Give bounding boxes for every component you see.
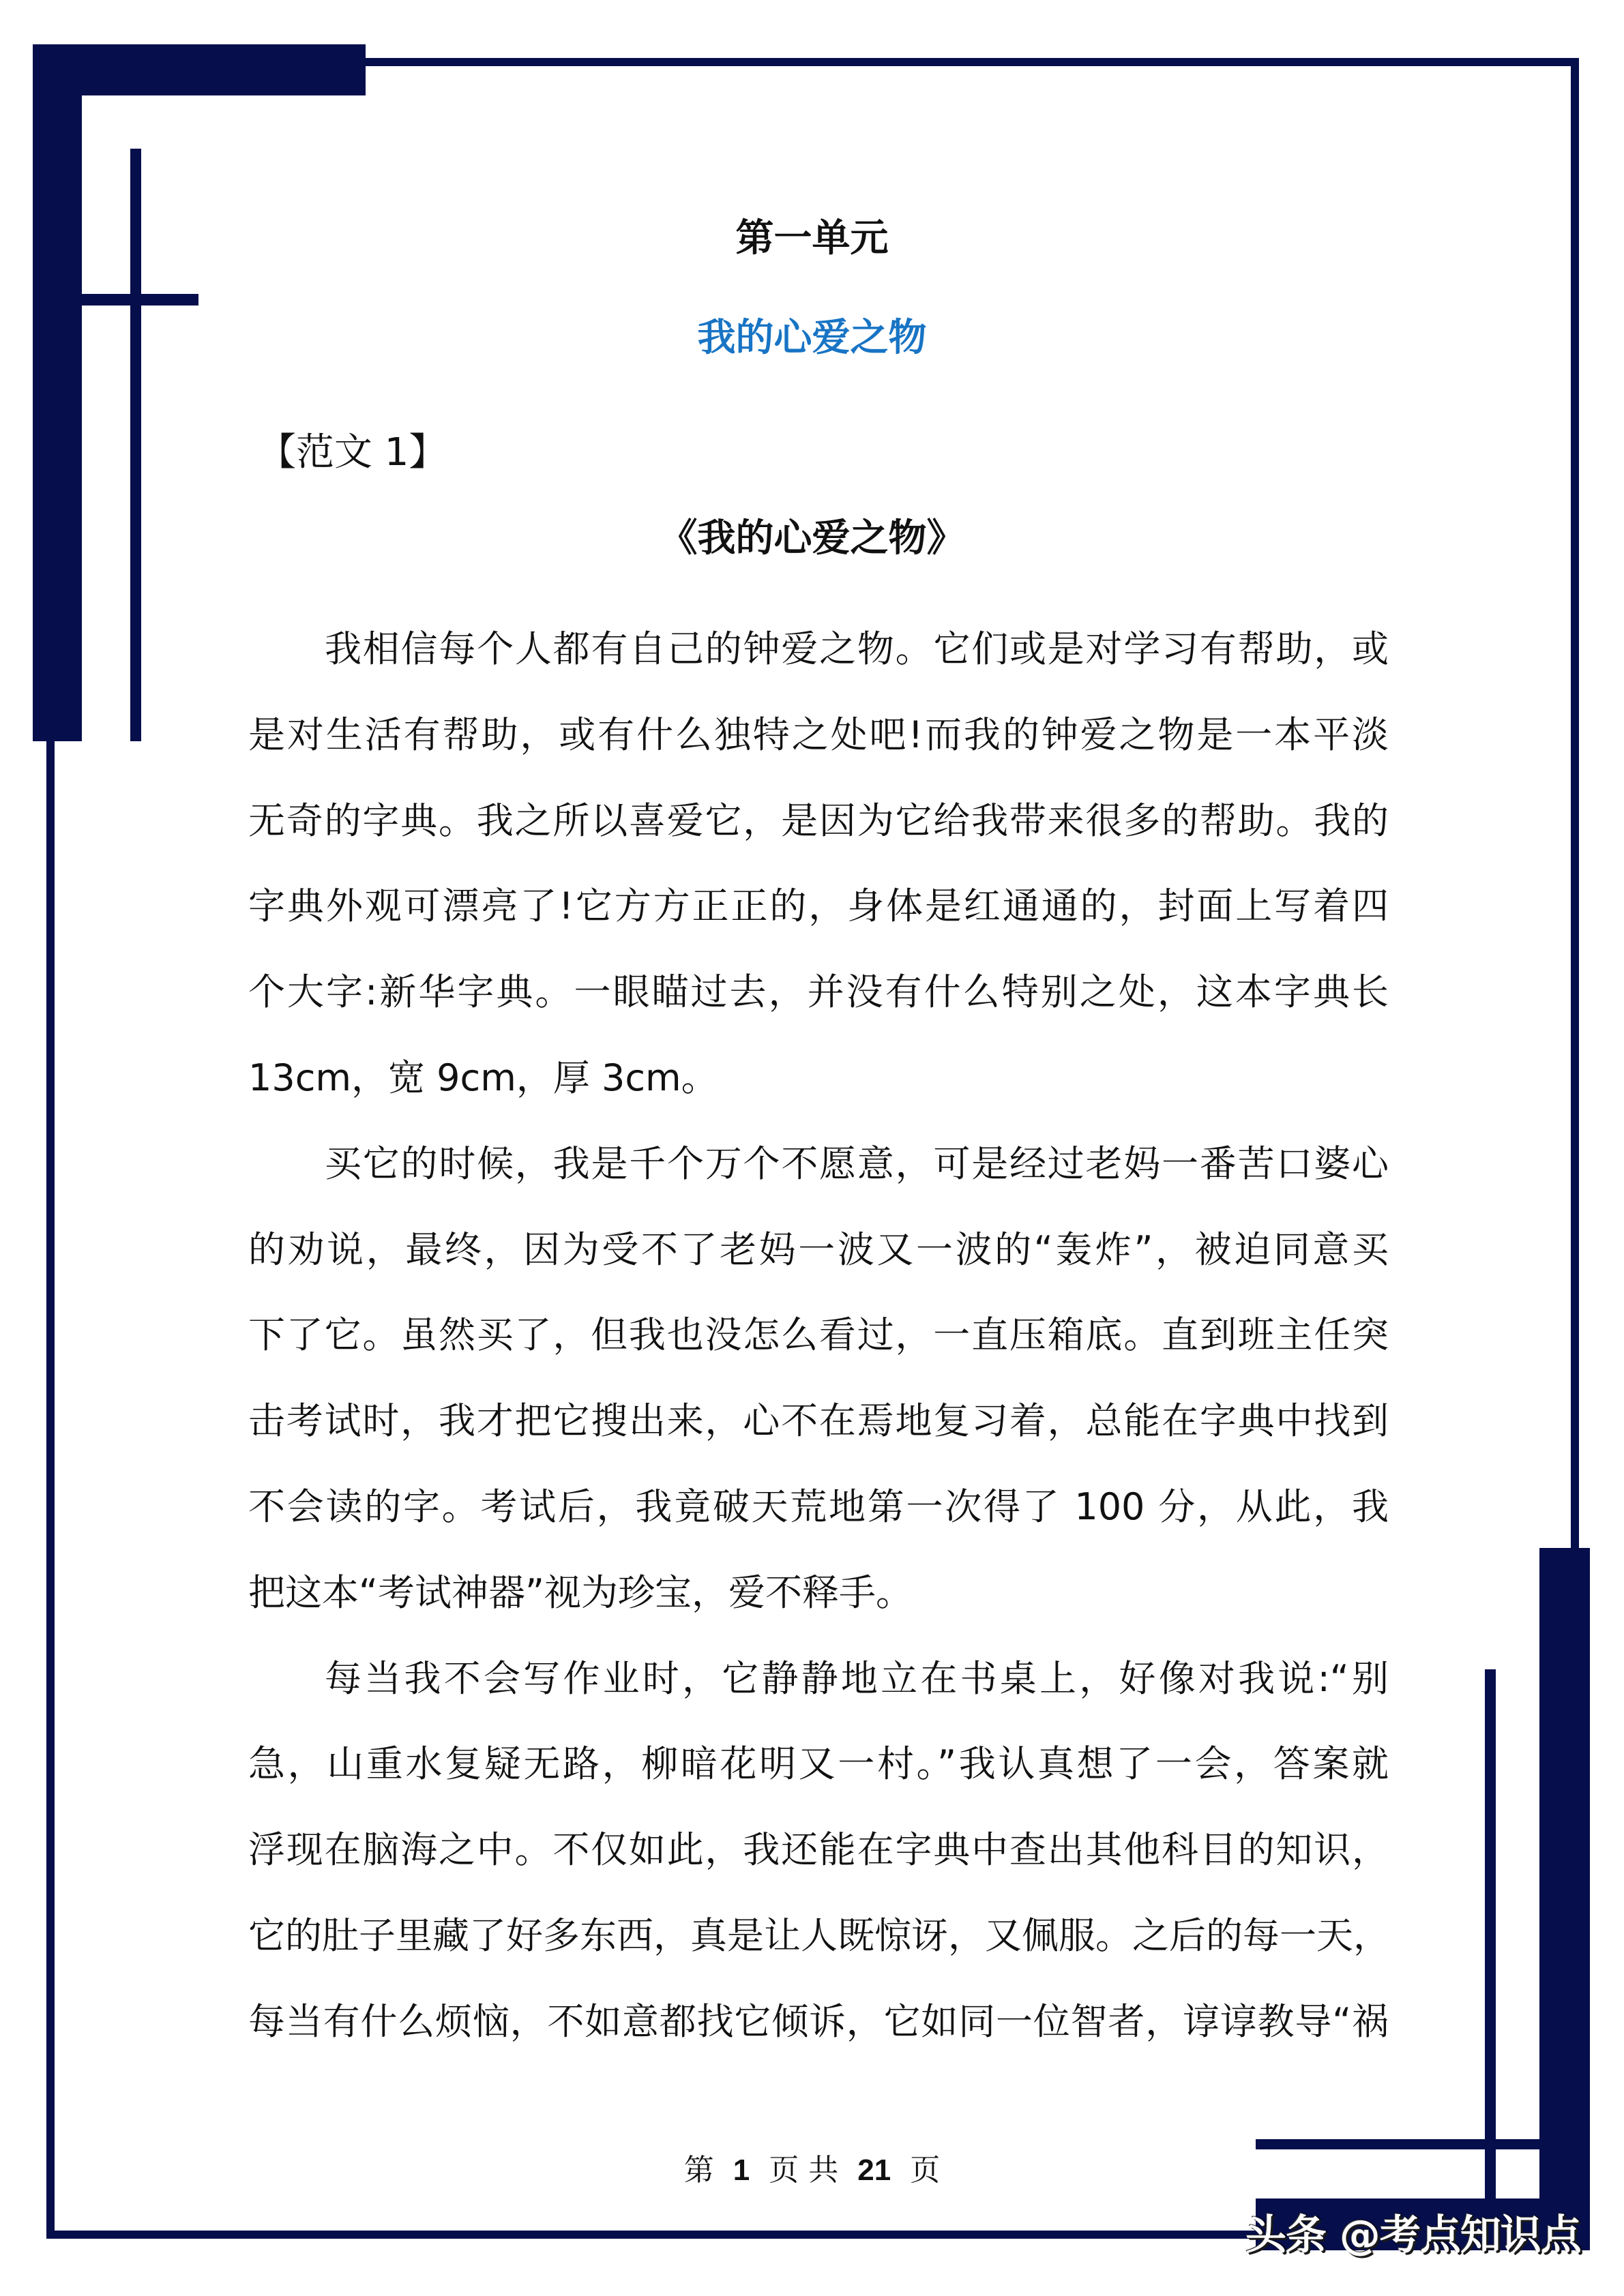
unit-title: 第一单元 (735, 216, 889, 260)
paragraph-3 (248, 1636, 1389, 2065)
total-pages-number: 21 (857, 2153, 891, 2187)
sample-label: 【范文 1】 (258, 430, 447, 475)
text-line: 字典外观可漂亮了!它方方正正的，身体是红通通的，封面上写着四 (248, 884, 1389, 928)
text-line: 的劝说，最终，因为受不了老妈一波又一波的“轰炸”，被迫同意买 (248, 1227, 1389, 1271)
page-number-footer (0, 2151, 1624, 2190)
paragraph-1 (248, 606, 1389, 1121)
frame-bottom-right-thick-vertical (1539, 1548, 1590, 2250)
text-line: 个大字:新华字典。一眼瞄过去，并没有什么特别之处，这本字典长 (248, 970, 1389, 1014)
frame-top-left-thick-horizontal (33, 44, 366, 95)
text-line: 每当有什么烦恼，不如意都找它倾诉，它如同一位智者，谆谆教导“祸 (248, 1999, 1389, 2043)
footer-middle: 页 共 (769, 2153, 839, 2188)
text-line: 是对生活有帮助，或有什么独特之处吧!而我的钟爱之物是一本平淡 (248, 713, 1389, 756)
paragraph-2 (248, 1121, 1389, 1636)
text-line: 13cm，宽 9cm，厚 3cm。 (248, 1056, 718, 1099)
text-line: 不会读的字。考试后，我竟破天荒地第一次得了 100 分，从此，我 (248, 1485, 1389, 1528)
watermark: 头条 @考点知识点 (1245, 2211, 1581, 2259)
text-line: 急，山重水复疑无路，柳暗花明又一村。”我认真想了一会，答案就 (248, 1742, 1389, 1786)
text-line: 买它的时候，我是千个万个不愿意，可是经过老妈一番苦口婆心 (325, 1142, 1389, 1185)
frame-top-left-inner-horizontal (82, 294, 198, 305)
footer-prefix: 第 (683, 2153, 714, 2188)
text-line: 浮现在脑海之中。不仅如此，我还能在字典中查出其他科目的知识， (248, 1828, 1389, 1872)
frame-bottom-right-inner-vertical (1485, 1669, 1496, 2200)
text-line: 它的肚子里藏了好多东西，真是让人既惊讶，又佩服。之后的每一天， (248, 1913, 1390, 1957)
frame-bottom-right-inner-horizontal (1256, 2139, 1539, 2149)
text-line: 无奇的字典。我之所以喜爱它，是因为它给我带来很多的帮助。我的 (248, 799, 1389, 842)
essay-body (248, 606, 1389, 2065)
footer-suffix: 页 (910, 2153, 941, 2188)
frame-right-thin-line (1571, 58, 1579, 1551)
text-line: 把这本“考试神器”视为珍宝，爱不释手。 (248, 1570, 913, 1614)
essay-title: 《我的心爱之物》 (659, 516, 965, 561)
text-line: 我相信每个人都有自己的钟爱之物。它们或是对学习有帮助，或 (325, 627, 1389, 670)
text-line: 下了它。虽然买了，但我也没怎么看过，一直压箱底。直到班主任突 (248, 1313, 1389, 1357)
current-page-number: 1 (733, 2153, 750, 2187)
frame-top-thin-line (366, 58, 1579, 66)
frame-left-thin-line (46, 741, 55, 2239)
text-line: 击考试时，我才把它搜出来，心不在焉地复习着，总能在字典中找到 (248, 1399, 1389, 1443)
text-line: 每当我不会写作业时，它静静地立在书桌上，好像对我说:“别 (325, 1656, 1389, 1700)
frame-top-left-thick-vertical (33, 44, 82, 741)
frame-bottom-thin-line (46, 2231, 1260, 2239)
topic-title: 我的心爱之物 (697, 316, 927, 360)
